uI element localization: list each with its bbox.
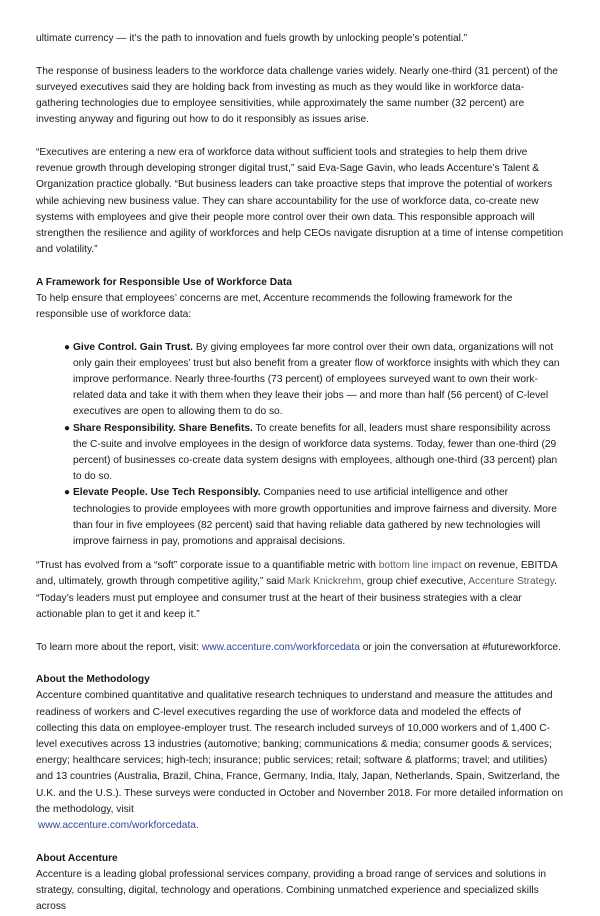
quote-text: , group chief executive, [361, 576, 469, 588]
about-paragraph: Accenture is a leading global professional services company, providing a broad range of services and solutions in strategy, consulting, digital, technology and operations. Combining unmatched experience and specialized skills across [36, 868, 547, 913]
bullet-title: Give Control. Gain Trust. [73, 341, 194, 353]
about-heading: About Accenture [36, 852, 118, 864]
paragraph-3: “Executives are entering a new era of workforce data without sufficient tools and strategies to help them drive revenue growth through developing stronger digital trust,” said Eva-Sage Gavin, who leads Accenture’s Talent & Organization practice globally. “But business leaders can take proactive steps that improve the potential of workers while achieving new business value. They can share accountability for the use of workforce data, co-create new systems with employees and give their people more control over their own data. This responsible approach will strengthen the resilience and agility of workforces and help CEOs navigate disruption at a time of intense competition and volatility.” [36, 147, 564, 256]
workforcedata-link[interactable]: www.accenture.com/workforcedata [201, 641, 360, 653]
methodology-text: Accenture combined quantitative and qualitative research techniques to understand and measure the attitudes and readiness of workers and C-level executives regarding the use of workforce data and modeled the effects of collecting this data on employee-employer trust. The research included surveys of 10,000 workers and of 1,400 C-level executives across 13 industries (automotive; banking; communications & media; consumer goods & services; energy; healthcare services; high-tech; insurance; public services; retail; software & platforms; travel; and utilities) and 13 countries (Australia, Brazil, China, France, Germany, India, Italy, Japan, Netherlands, Spain, Switzerland, the U.K. and the U.S.). These surveys were conducted in October and November 2018. For more detailed information on the methodology, visit [36, 690, 564, 815]
bullet-title: Elevate People. Use Tech Responsibly. [73, 487, 261, 499]
methodology-link[interactable]: www.accenture.com/workforcedata. [38, 820, 199, 832]
bullet-icon: ● [64, 341, 71, 353]
accenture-strategy-link[interactable]: Accenture Strategy [468, 576, 555, 588]
quote-text: . “Today’s leaders must put employee and consumer trust at the heart of their business strategies with a clear actionable plan to get it and keep it.” [36, 576, 557, 620]
list-item [65, 340, 564, 421]
bullet-text: Companies need to use artificial intelligence and other technologies to provide employees with more growth opportunities and improve fairness and diversity. More than four in five employees (82 percent) said that having reliable data gathered by new technologies will improve fairness in pay, promotions and appraisal decisions. [73, 487, 557, 547]
bullet-title: Share Responsibility. Share Benefits. [73, 422, 253, 434]
quote-text: on revenue, EBITDA and, ultimately, growth through competitive agility,” said [36, 560, 558, 588]
quote-text: “Trust has evolved from a “soft” corporate issue to a quantifiable metric with [36, 560, 379, 572]
quote-paragraph [36, 558, 564, 623]
framework-heading: A Framework for Responsible Use of Workforce Data [36, 276, 292, 288]
bullet-text: By giving employees far more control over their own data, organizations will not only gain their employees’ trust but also benefit from a greater flow of workforce insights with which they can improve performance. Nearly three-fourths (73 percent) of employees surveyed want to own their work-related data and take it with them when they leave their jobs — and more than half (56 percent) of C-level executives are open to allowing them to do so. [73, 341, 560, 418]
learn-more-text: To learn more about the report, visit: [36, 641, 202, 653]
list-item [65, 485, 564, 550]
learn-more-paragraph [36, 640, 564, 656]
bottom-line-impact-link[interactable]: bottom line impact [378, 560, 462, 572]
paragraph-1: ultimate currency — it’s the path to innovation and fuels growth by unlocking people’s potential.” [36, 33, 468, 44]
mark-knickrehm-link[interactable]: Mark Knickrehm [287, 576, 362, 588]
list-item [65, 421, 564, 486]
bullet-icon: ● [64, 487, 71, 499]
methodology-paragraph [36, 688, 564, 834]
learn-more-text: or join the conversation at #futureworkforce. [359, 641, 561, 653]
bullet-text: To create benefits for all, leaders must share responsibility across the C-suite and involve employees in the design of workforce data systems. Today, fewer than one-third (29 percent) of businesses co-create data system designs with employees, although one-third (33 percent) plan to do so. [73, 422, 558, 483]
framework-list [36, 340, 564, 551]
paragraph-2: The response of business leaders to the workforce data challenge varies widely. Nearly one-third (31 percent) of the surveyed executives said they are holding back from investing as much as they would like in workforce data-gathering technologies due to employee sensitivities, while approximately the same number (32 percent) are investing anyway and figuring out how to do it responsibly as issues arise. [36, 65, 558, 126]
framework-intro: To help ensure that employees’ concerns are met, Accenture recommends the following framework for the responsible use of workforce data: [36, 293, 513, 321]
methodology-heading: About the Methodology [36, 674, 150, 686]
bullet-icon: ● [64, 422, 71, 434]
